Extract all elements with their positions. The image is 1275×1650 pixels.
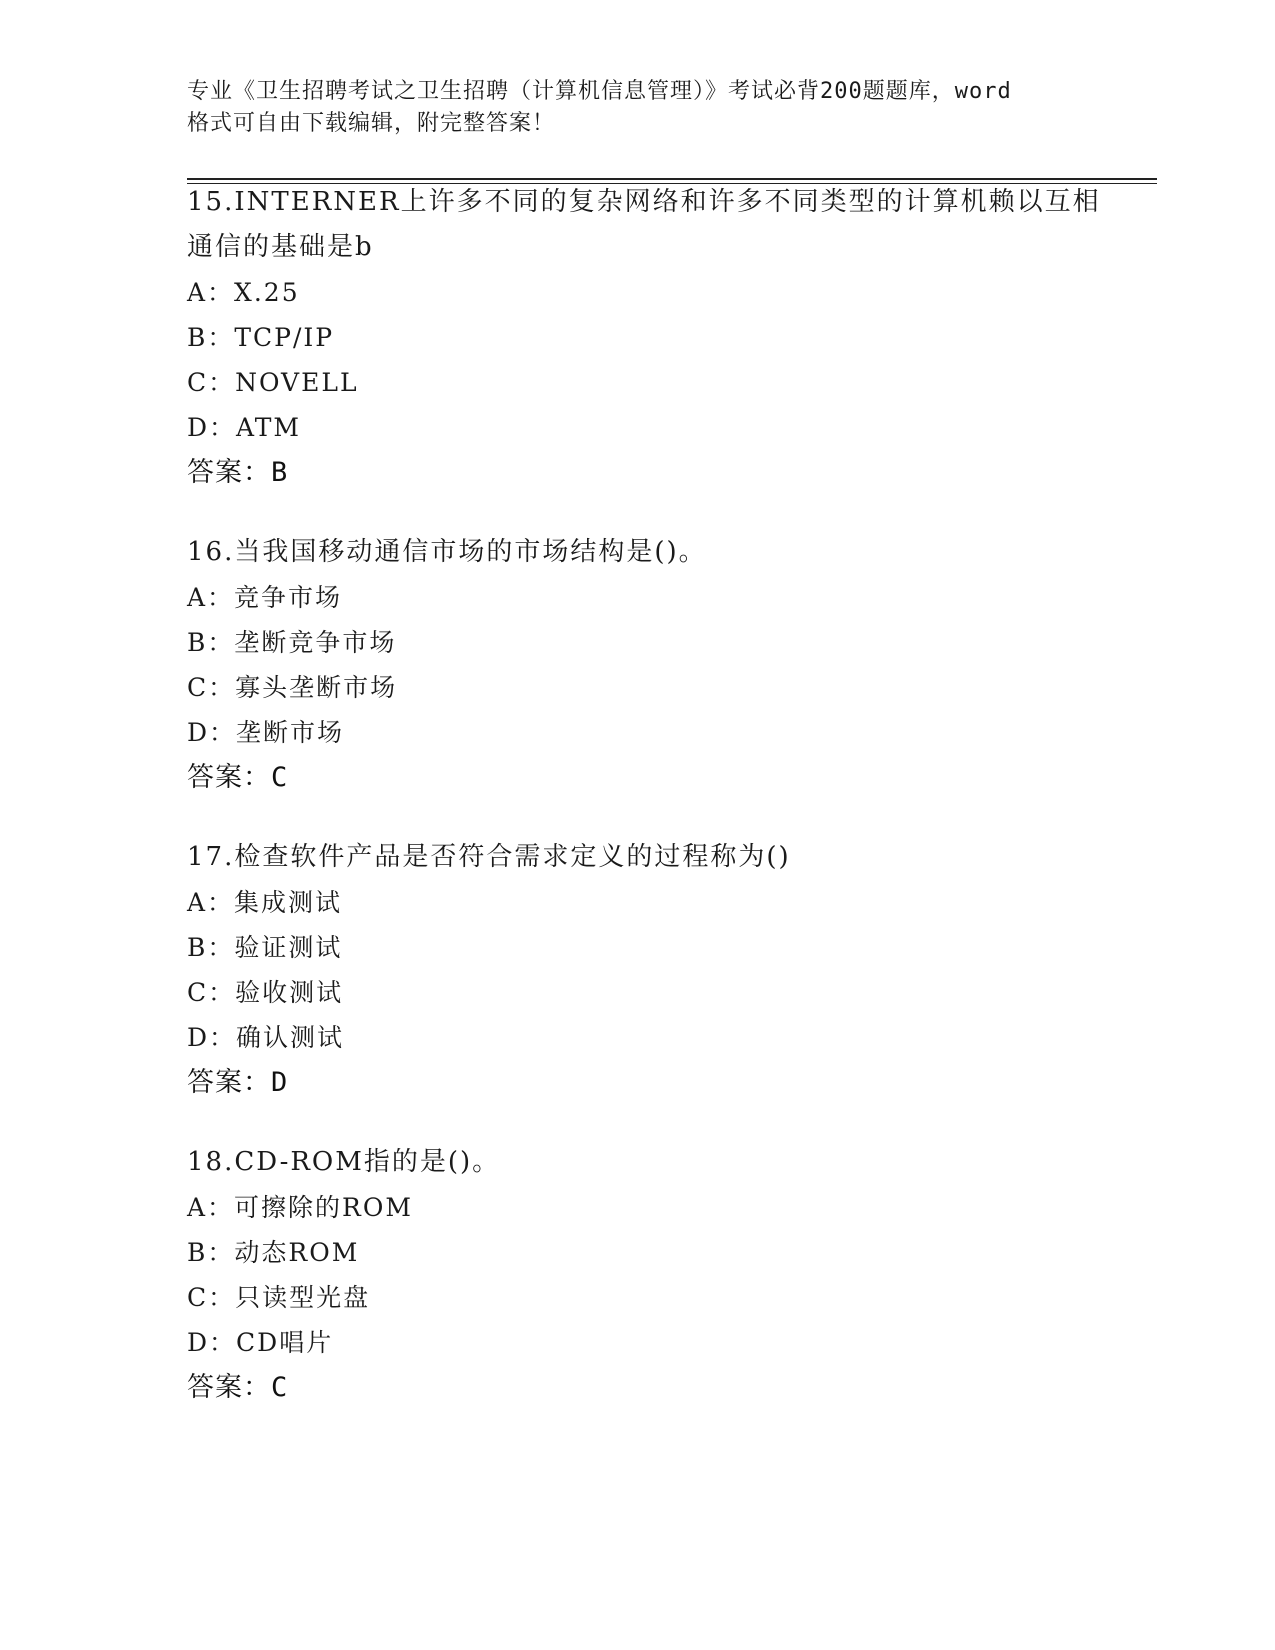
answer-label: 答案： xyxy=(187,762,271,793)
question-15 xyxy=(187,180,1147,495)
question-16 xyxy=(187,530,1147,800)
answer-line xyxy=(187,450,1147,495)
option-c: C：只读型光盘 xyxy=(187,1283,371,1312)
answer-label: 答案： xyxy=(187,1372,271,1403)
option-b: B：TCP/IP xyxy=(187,323,335,352)
option-a: A：竞争市场 xyxy=(187,583,343,612)
header-line-2: 格式可自由下载编辑，附完整答案！ xyxy=(187,111,556,136)
option-a: A：可擦除的ROM xyxy=(187,1193,413,1222)
option-d: D：ATM xyxy=(187,413,302,442)
answer-line xyxy=(187,1060,1147,1105)
answer-label: 答案： xyxy=(187,1067,271,1098)
question-text-continued: 通信的基础是b xyxy=(187,232,374,262)
option-d: D：垄断市场 xyxy=(187,718,345,747)
answer-value: B xyxy=(271,457,288,488)
question-text: 15.INTERNER上许多不同的复杂网络和许多不同类型的计算机赖以互相 xyxy=(187,187,1101,217)
option-d: D：CD唱片 xyxy=(187,1328,334,1357)
answer-value: D xyxy=(271,1067,288,1098)
question-text: 16.当我国移动通信市场的市场结构是()。 xyxy=(187,537,707,567)
option-c: C：NOVELL xyxy=(187,368,359,397)
answer-line xyxy=(187,755,1147,800)
option-b: B：动态ROM xyxy=(187,1238,360,1267)
answer-value: C xyxy=(271,1372,288,1403)
answer-label: 答案： xyxy=(187,457,271,488)
option-a: A：集成测试 xyxy=(187,888,343,917)
header-line-1: 专业《卫生招聘考试之卫生招聘（计算机信息管理）》考试必背200题题库，word xyxy=(187,79,1012,104)
option-a: A：X.25 xyxy=(187,278,300,307)
answer-value: C xyxy=(271,762,288,793)
option-c: C：寡头垄断市场 xyxy=(187,673,398,702)
answer-line xyxy=(187,1365,1147,1410)
question-text: 17.检查软件产品是否符合需求定义的过程称为() xyxy=(187,842,791,872)
option-c: C：验收测试 xyxy=(187,978,344,1007)
question-18 xyxy=(187,1140,1147,1410)
question-17 xyxy=(187,835,1147,1105)
option-b: B：验证测试 xyxy=(187,933,343,962)
option-d: D：确认测试 xyxy=(187,1023,345,1052)
question-text: 18.CD-ROM指的是()。 xyxy=(187,1147,501,1177)
option-b: B：垄断竞争市场 xyxy=(187,628,397,657)
document-header xyxy=(187,76,1087,140)
